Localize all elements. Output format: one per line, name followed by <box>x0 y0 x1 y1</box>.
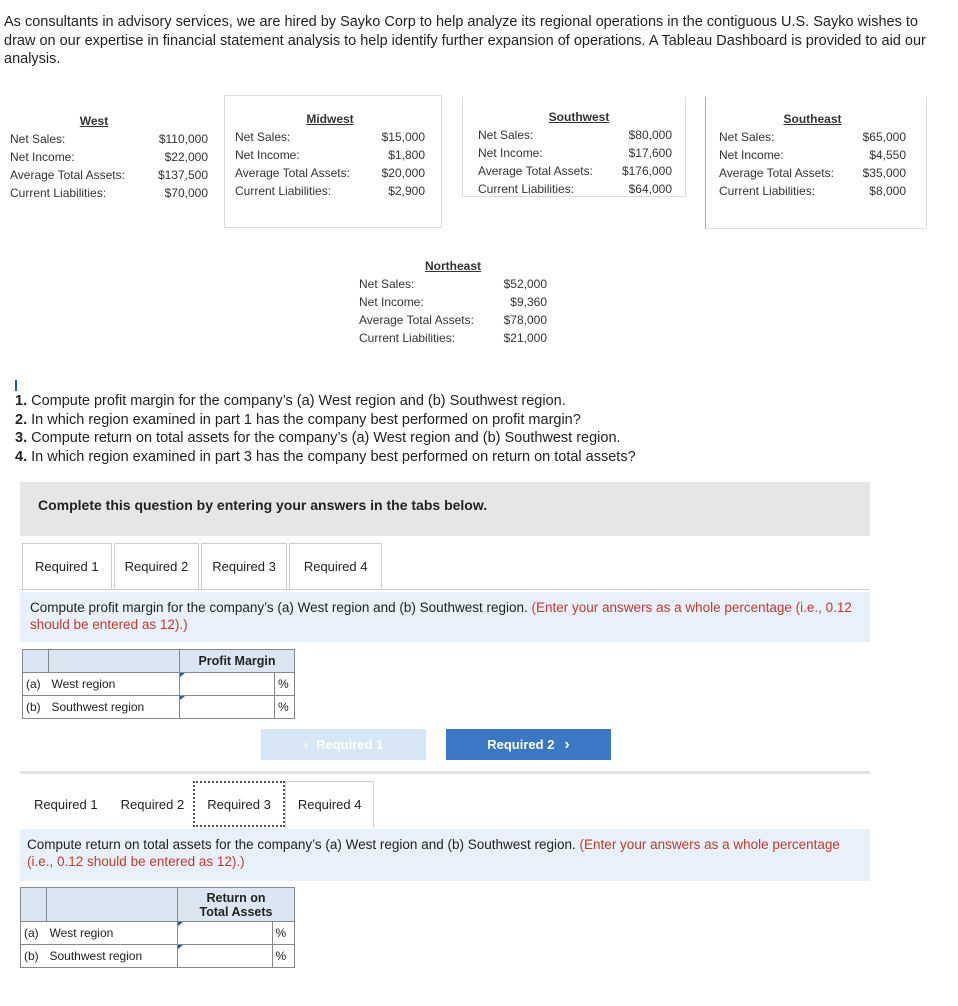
flag-icon <box>178 945 183 949</box>
question-item: 3. Compute return on total assets for the company’s (a) West region and (b) Southwest region. <box>15 430 621 446</box>
row-name: Southwest region <box>47 945 178 968</box>
label-current-liabilities: Current Liabilities: <box>10 186 107 200</box>
label-net-income: Net Income: <box>235 148 300 162</box>
instruction-box-3 <box>20 829 870 881</box>
row-label: (a) <box>23 673 49 696</box>
instructions-banner: Complete this question by entering your answers in the tabs below. <box>20 482 870 536</box>
prev-button[interactable] <box>261 729 426 760</box>
region-title: Midwest <box>306 112 354 126</box>
label-net-income: Net Income: <box>359 295 424 309</box>
unit-label: % <box>272 945 295 968</box>
tab-required-4[interactable]: Required 4 <box>289 543 383 589</box>
prev-button-label: Required 1 <box>316 737 384 752</box>
value-net-income: $4,550 <box>869 148 906 162</box>
label-net-sales: Net Sales: <box>719 130 775 144</box>
region-midwest <box>235 110 425 200</box>
value-net-sales: $52,000 <box>503 277 547 291</box>
intro-paragraph: As consultants in advisory services, we are hired by Sayko Corp to help analyze its regional operations in the contiguous U.S. Sayko wishes to draw on our expertise in financial statement analysis to help identify further expansion of operations. A Tableau Dashboard is provided to aid our analysis. <box>4 14 926 67</box>
next-button[interactable] <box>446 729 611 760</box>
table-row <box>21 922 295 945</box>
unit-label: % <box>275 673 295 696</box>
instruction-note: (Enter your answers as a whole percentage (i.e., 0.12 should be entered as 12).) <box>27 837 840 869</box>
column-header: Profit Margin <box>180 650 295 673</box>
value-net-sales: $80,000 <box>628 128 672 142</box>
text-cursor <box>15 380 17 391</box>
value-net-income: $1,800 <box>388 148 425 162</box>
tab-bar-1 <box>22 543 382 589</box>
tab-required-1[interactable]: Required 1 <box>20 781 112 827</box>
row-name: West region <box>49 673 180 696</box>
region-northeast <box>359 257 547 347</box>
tab-required-2[interactable]: Required 2 <box>112 781 194 827</box>
value-avg-total-assets: $35,000 <box>862 166 906 180</box>
tab-required-3[interactable]: Required 3 <box>193 781 285 827</box>
question-item: 1. Compute profit margin for the company’s (a) West region and (b) Southwest region. <box>15 393 566 409</box>
row-label: (b) <box>21 945 47 968</box>
value-avg-total-assets: $137,500 <box>157 168 208 182</box>
answer-cell <box>178 922 273 945</box>
region-southwest <box>478 108 672 198</box>
label-avg-total-assets: Average Total Assets: <box>359 313 474 327</box>
question-item: 2. In which region examined in part 1 has the company best performed on profit margin? <box>15 411 581 428</box>
instruction-note: (Enter your answers as a whole percentage (i.e., 0.12 should be entered as 12).) <box>30 600 852 632</box>
flag-icon <box>180 696 185 700</box>
region-title: West <box>79 114 109 128</box>
label-avg-total-assets: Average Total Assets: <box>235 166 350 180</box>
value-current-liabilities: $2,900 <box>388 184 425 198</box>
column-header: Return on Total Assets <box>178 888 295 922</box>
label-net-sales: Net Sales: <box>478 128 534 142</box>
question-item: 4. In which region examined in part 3 has the company best performed on return on total assets? <box>15 448 636 465</box>
value-current-liabilities: $70,000 <box>164 186 208 200</box>
answer-cell <box>180 696 275 719</box>
label-avg-total-assets: Average Total Assets: <box>478 164 593 178</box>
label-current-liabilities: Current Liabilities: <box>478 182 575 196</box>
instruction-text: Compute profit margin for the company’s (a) West region and (b) Southwest region. <box>30 600 528 615</box>
flag-icon <box>180 673 185 677</box>
tab-bar-3 <box>20 781 374 827</box>
header-blank <box>21 888 47 922</box>
value-net-income: $22,000 <box>164 150 208 164</box>
profit-margin-table <box>22 649 295 719</box>
row-label: (b) <box>23 696 49 719</box>
label-net-sales: Net Sales: <box>10 132 66 146</box>
region-title: Northeast <box>424 259 481 273</box>
label-net-income: Net Income: <box>478 146 543 160</box>
table-row <box>23 673 295 696</box>
table-row <box>23 696 295 719</box>
answer-cell <box>180 673 275 696</box>
label-avg-total-assets: Average Total Assets: <box>10 168 125 182</box>
return-on-assets-table <box>20 887 295 968</box>
question-list <box>15 380 636 466</box>
value-net-sales: $65,000 <box>862 130 906 144</box>
region-title: Southwest <box>548 110 610 124</box>
chevron-left-icon: ‹ <box>303 737 309 752</box>
value-current-liabilities: $64,000 <box>628 182 672 196</box>
label-net-sales: Net Sales: <box>235 130 291 144</box>
chevron-right-icon: › <box>564 735 570 753</box>
label-avg-total-assets: Average Total Assets: <box>719 166 834 180</box>
header-blank <box>23 650 49 673</box>
value-avg-total-assets: $176,000 <box>621 164 672 178</box>
value-avg-total-assets: $20,000 <box>381 166 425 180</box>
value-net-sales: $15,000 <box>381 130 425 144</box>
tab-required-1[interactable]: Required 1 <box>22 543 112 589</box>
southwest-profit-margin-input[interactable] <box>180 697 274 717</box>
region-title: Southeast <box>783 112 842 126</box>
instruction-box-1 <box>20 592 870 642</box>
unit-label: % <box>275 696 295 719</box>
table-row <box>21 945 295 968</box>
label-current-liabilities: Current Liabilities: <box>359 331 456 345</box>
header-blank <box>47 888 178 922</box>
section-divider <box>20 771 870 774</box>
value-current-liabilities: $21,000 <box>503 331 547 345</box>
label-net-income: Net Income: <box>10 150 75 164</box>
unit-label: % <box>272 922 295 945</box>
label-net-income: Net Income: <box>719 148 784 162</box>
label-current-liabilities: Current Liabilities: <box>719 184 816 198</box>
label-net-sales: Net Sales: <box>359 277 415 291</box>
value-net-sales: $110,000 <box>158 132 208 146</box>
value-net-income: $17,600 <box>628 146 672 160</box>
label-current-liabilities: Current Liabilities: <box>235 184 332 198</box>
west-roa-input[interactable] <box>178 923 272 943</box>
value-net-income: $9,360 <box>510 295 547 309</box>
tab-divider <box>20 589 870 590</box>
row-name: Southwest region <box>49 696 180 719</box>
southwest-roa-input[interactable] <box>178 946 272 966</box>
region-southeast <box>719 110 906 200</box>
value-avg-total-assets: $78,000 <box>503 313 547 327</box>
west-profit-margin-input[interactable] <box>180 674 274 694</box>
row-name: West region <box>47 922 178 945</box>
header-blank <box>49 650 180 673</box>
row-label: (a) <box>21 922 47 945</box>
tab-required-4[interactable]: Required 4 <box>285 781 375 827</box>
flag-icon <box>178 922 183 926</box>
answer-cell <box>178 945 273 968</box>
tab-required-2[interactable]: Required 2 <box>114 543 200 589</box>
next-button-label: Required 2 <box>487 737 555 752</box>
region-west <box>10 112 208 202</box>
tab-required-3[interactable]: Required 3 <box>201 543 287 589</box>
value-current-liabilities: $8,000 <box>869 184 906 198</box>
instruction-text: Compute return on total assets for the company’s (a) West region and (b) Southwest region. <box>27 837 576 852</box>
